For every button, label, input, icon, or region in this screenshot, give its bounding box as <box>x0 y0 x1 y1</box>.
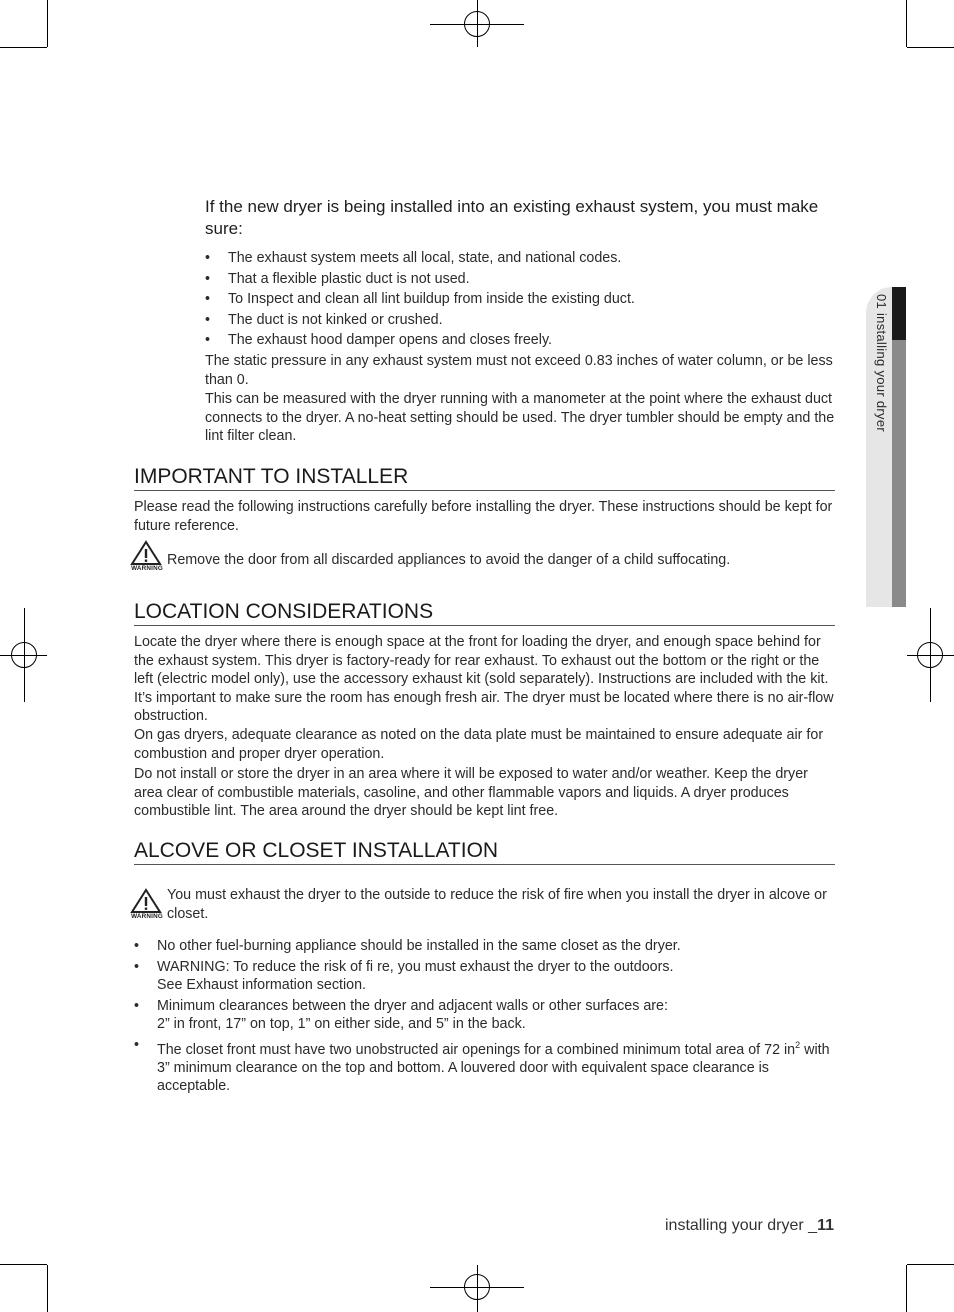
list-item: • That a flexible plastic duct is not used. <box>205 269 835 290</box>
list-item-text: with 3” minimum clearance on the top and bottom. A louvered door with equivalent space clearance is acceptable. <box>157 1041 830 1095</box>
intro-bullet-list <box>205 248 835 351</box>
list-item <box>134 958 835 995</box>
warning-icon <box>130 540 162 574</box>
alcove-warning-text: You must exhaust the dryer to the outside to reduce the risk of fire when you install the dryer in alcove or closet. <box>167 887 827 922</box>
installer-paragraph: Please read the following instructions carefully before installing the dryer. These instructions should be kept for future reference. <box>134 499 833 534</box>
list-item-text: 2” in front, 17” on top, 1” on either side, and 5” in the back. <box>157 1016 526 1032</box>
warning-label: WARNING <box>131 565 163 572</box>
list-item: • The duct is not kinked or crushed. <box>205 310 835 331</box>
list-item-text: • Minimum clearances between the dryer and adjacent walls or other surfaces are: <box>157 997 668 1014</box>
list-item: • The exhaust system meets all local, state, and national codes. <box>205 248 835 269</box>
list-item <box>134 997 835 1034</box>
alcove-bullet-list <box>134 937 835 1098</box>
location-paragraph: Do not install or store the dryer in an area where it will be exposed to water and/or weather. Keep the dryer area clear of combustible materials, casoline, and other flammable vapors and liquids. A dryer produces combustible lint. The area around the dryer should be kept lint free. <box>134 766 808 819</box>
location-paragraph: On gas dryers, adequate clearance as noted on the data plate must be maintained to ensure adequate air for combustion and proper dryer operation. <box>134 727 824 762</box>
intro-paragraph: The static pressure in any exhaust system must not exceed 0.83 inches of water column, or be less than 0. <box>205 353 833 388</box>
list-item-text: • No other fuel-burning appliance should be installed in the same closet as the dryer. <box>157 938 681 954</box>
side-tab-label: 01 installing your dryer <box>874 294 889 432</box>
list-item: • The exhaust hood damper opens and closes freely. <box>205 330 835 351</box>
list-item-text: • WARNING: To reduce the risk of fi re, you must exhaust the dryer to the outdoors. <box>157 958 674 975</box>
side-tab-bar <box>892 340 906 607</box>
intro-heading: If the new dryer is being installed into an existing exhaust system, you must make sure: <box>205 197 819 238</box>
section-heading-installer: IMPORTANT TO INSTALLER <box>134 465 835 491</box>
list-item-text: See Exhaust information section. <box>157 977 367 993</box>
section-heading-alcove: ALCOVE OR CLOSET INSTALLATION <box>134 839 835 865</box>
warning-icon <box>130 888 162 922</box>
location-paragraph: Locate the dryer where there is enough space at the front for loading the dryer, and enough space behind for the exhaust system. This dryer is factory-ready for rear exhaust. To exhaust out the bottom or the right or the left (electric model only), use the accessory exhaust kit (sold separately). Instructions are included with the kit. It’s important to make sure the room has enough fresh air. The dryer must be located where there is no air-flow obstruction. <box>134 634 834 724</box>
list-item-text: The closet front must have two unobstructed air openings for a combined minimum total area of 72 in <box>157 1041 796 1058</box>
superscript: 2 <box>795 1039 801 1050</box>
footer-text: installing your dryer _ <box>665 1217 818 1234</box>
warning-label: WARNING <box>131 913 163 920</box>
side-tab-marker <box>892 287 906 340</box>
installer-warning-text: Remove the door from all discarded appliances to avoid the danger of a child suffocating. <box>167 552 731 568</box>
section-heading-location: LOCATION CONSIDERATIONS <box>134 600 835 626</box>
page-number: 11 <box>817 1217 834 1234</box>
list-item <box>134 937 835 956</box>
page-footer <box>665 1217 834 1235</box>
intro-paragraph: This can be measured with the dryer running with a manometer at the point where the exhaust duct connects to the dryer. A no-heat setting should be used. The dryer tumbler should be empty and the lint filter clean. <box>205 391 835 444</box>
list-item <box>134 1036 835 1096</box>
list-item: • To Inspect and clean all lint buildup from inside the existing duct. <box>205 289 835 310</box>
